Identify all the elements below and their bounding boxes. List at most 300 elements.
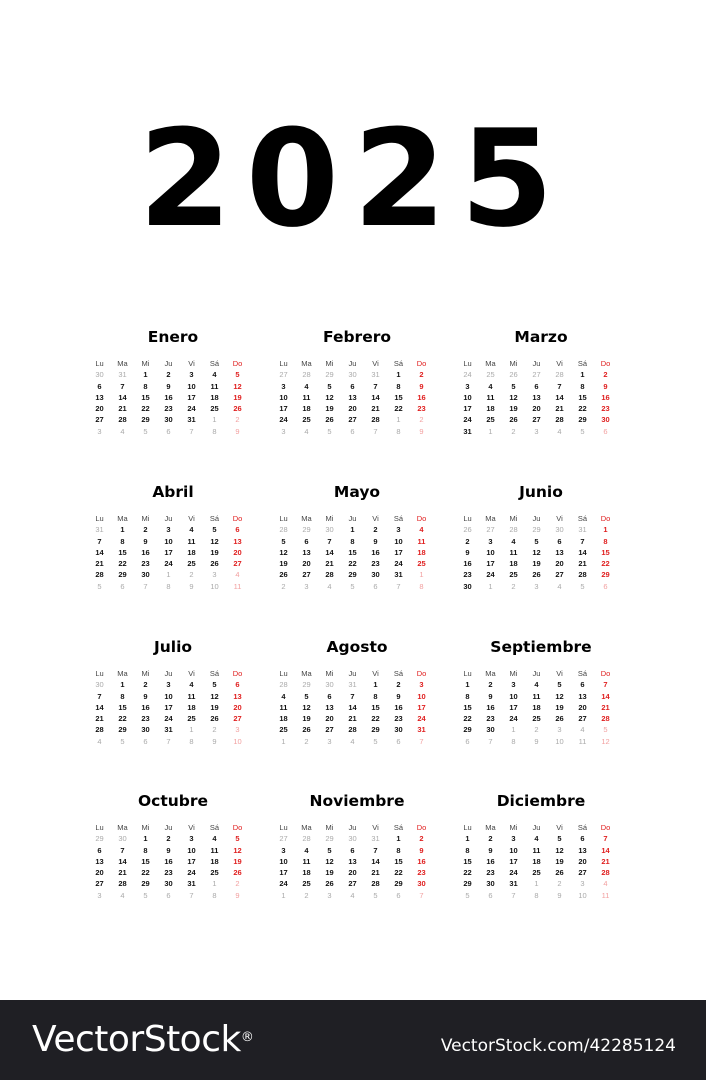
day-cell: 23 bbox=[394, 714, 403, 724]
brand-logo bbox=[32, 1020, 253, 1060]
weekday-header: Do bbox=[600, 359, 611, 368]
month-name: Septiembre bbox=[490, 638, 592, 656]
day-cell: 1 bbox=[120, 680, 125, 690]
adjacent-month-day: 27 bbox=[279, 370, 288, 380]
day-cell: 11 bbox=[210, 845, 219, 855]
day-cell: 13 bbox=[578, 845, 587, 855]
adjacent-month-day: 4 bbox=[557, 426, 562, 436]
month-junio bbox=[456, 482, 626, 592]
adjacent-month-day: 8 bbox=[212, 890, 217, 900]
day-cell: 15 bbox=[348, 547, 357, 557]
adjacent-month-day: 3 bbox=[534, 581, 539, 591]
weekday-header: Ju bbox=[532, 823, 541, 832]
day-cell: 25 bbox=[417, 559, 426, 569]
adjacent-month-day: 5 bbox=[143, 890, 148, 900]
month-grid bbox=[456, 358, 626, 437]
adjacent-month-day: 3 bbox=[212, 570, 217, 580]
day-cell: 7 bbox=[327, 536, 332, 546]
day-cell: 28 bbox=[95, 570, 104, 580]
day-cell: 16 bbox=[417, 392, 426, 402]
day-cell: 5 bbox=[534, 536, 539, 546]
weekday-header: Ju bbox=[164, 359, 173, 368]
weekday-header: Ju bbox=[348, 359, 357, 368]
weekday-header: Mi bbox=[325, 359, 334, 368]
day-cell: 5 bbox=[235, 370, 240, 380]
day-cell: 7 bbox=[603, 834, 608, 844]
day-cell: 6 bbox=[580, 680, 585, 690]
weekday-header: Mi bbox=[141, 359, 150, 368]
weekday-header: Do bbox=[416, 823, 427, 832]
day-cell: 12 bbox=[325, 856, 334, 866]
weekday-header: Sá bbox=[393, 823, 404, 832]
day-cell: 5 bbox=[304, 691, 309, 701]
day-cell: 29 bbox=[141, 415, 150, 425]
day-cell: 3 bbox=[488, 536, 493, 546]
day-cell: 11 bbox=[532, 691, 541, 701]
day-cell: 1 bbox=[143, 834, 148, 844]
weekday-header: Do bbox=[232, 823, 243, 832]
day-cell: 13 bbox=[348, 856, 357, 866]
adjacent-month-day: 9 bbox=[534, 736, 539, 746]
weekday-header: Ma bbox=[301, 823, 312, 832]
day-cell: 20 bbox=[348, 868, 357, 878]
day-cell: 26 bbox=[532, 570, 541, 580]
adjacent-month-day: 31 bbox=[348, 680, 357, 690]
day-cell: 2 bbox=[396, 680, 401, 690]
day-cell: 30 bbox=[601, 415, 610, 425]
day-cell: 14 bbox=[371, 856, 380, 866]
month-name: Junio bbox=[519, 483, 563, 501]
day-cell: 12 bbox=[325, 392, 334, 402]
day-cell: 27 bbox=[233, 714, 242, 724]
day-cell: 23 bbox=[486, 868, 495, 878]
weekday-header: Lu bbox=[95, 359, 104, 368]
day-cell: 15 bbox=[394, 856, 403, 866]
adjacent-month-day: 2 bbox=[235, 415, 240, 425]
day-cell: 17 bbox=[164, 547, 173, 557]
day-cell: 8 bbox=[396, 845, 401, 855]
weekday-header: Lu bbox=[95, 514, 104, 523]
adjacent-month-day: 31 bbox=[95, 525, 104, 535]
day-cell: 27 bbox=[578, 868, 587, 878]
adjacent-month-day: 2 bbox=[511, 581, 516, 591]
day-cell: 14 bbox=[371, 392, 380, 402]
day-cell: 24 bbox=[509, 714, 518, 724]
day-cell: 5 bbox=[212, 525, 217, 535]
day-cell: 16 bbox=[371, 547, 380, 557]
adjacent-month-day: 5 bbox=[580, 581, 585, 591]
day-cell: 14 bbox=[118, 856, 127, 866]
adjacent-month-day: 7 bbox=[189, 890, 194, 900]
day-cell: 29 bbox=[371, 725, 380, 735]
day-cell: 31 bbox=[187, 879, 196, 889]
day-cell: 30 bbox=[371, 570, 380, 580]
day-cell: 20 bbox=[348, 404, 357, 414]
day-cell: 4 bbox=[511, 536, 516, 546]
day-cell: 18 bbox=[532, 856, 541, 866]
month-julio bbox=[88, 637, 258, 747]
day-cell: 7 bbox=[557, 381, 562, 391]
day-cell: 27 bbox=[348, 415, 357, 425]
day-cell: 14 bbox=[118, 392, 127, 402]
day-cell: 5 bbox=[557, 834, 562, 844]
day-cell: 8 bbox=[603, 536, 608, 546]
adjacent-month-day: 7 bbox=[166, 736, 171, 746]
day-cell: 7 bbox=[350, 691, 355, 701]
month-grid bbox=[88, 358, 258, 437]
day-cell: 29 bbox=[463, 879, 472, 889]
day-cell: 15 bbox=[463, 856, 472, 866]
day-cell: 30 bbox=[141, 570, 150, 580]
day-cell: 30 bbox=[417, 879, 426, 889]
day-cell: 24 bbox=[164, 559, 173, 569]
day-cell: 3 bbox=[511, 680, 516, 690]
adjacent-month-day: 4 bbox=[304, 426, 309, 436]
day-cell: 29 bbox=[118, 570, 127, 580]
day-cell: 16 bbox=[486, 702, 495, 712]
day-cell: 10 bbox=[509, 845, 518, 855]
day-cell: 21 bbox=[371, 404, 380, 414]
weekday-header: Sá bbox=[577, 823, 588, 832]
day-cell: 27 bbox=[532, 415, 541, 425]
day-cell: 28 bbox=[95, 725, 104, 735]
day-cell: 24 bbox=[394, 559, 403, 569]
adjacent-month-day: 3 bbox=[97, 426, 102, 436]
day-cell: 3 bbox=[419, 680, 424, 690]
day-cell: 10 bbox=[417, 691, 426, 701]
day-cell: 31 bbox=[164, 725, 173, 735]
month-grid bbox=[456, 513, 626, 592]
day-cell: 1 bbox=[465, 680, 470, 690]
day-cell: 18 bbox=[187, 547, 196, 557]
day-cell: 27 bbox=[95, 415, 104, 425]
adjacent-month-day: 2 bbox=[212, 725, 217, 735]
day-cell: 8 bbox=[373, 691, 378, 701]
day-cell: 24 bbox=[509, 868, 518, 878]
adjacent-month-day: 28 bbox=[302, 370, 311, 380]
adjacent-month-day: 27 bbox=[279, 834, 288, 844]
weekday-header: Lu bbox=[463, 514, 472, 523]
day-cell: 2 bbox=[488, 834, 493, 844]
day-cell: 3 bbox=[281, 381, 286, 391]
day-cell: 21 bbox=[348, 714, 357, 724]
day-cell: 1 bbox=[603, 525, 608, 535]
day-cell: 6 bbox=[327, 691, 332, 701]
day-cell: 27 bbox=[555, 570, 564, 580]
day-cell: 4 bbox=[189, 680, 194, 690]
weekday-header: Lu bbox=[95, 669, 104, 678]
day-cell: 9 bbox=[419, 845, 424, 855]
month-grid bbox=[272, 668, 442, 747]
day-cell: 11 bbox=[279, 702, 288, 712]
adjacent-month-day: 7 bbox=[488, 736, 493, 746]
month-name: Marzo bbox=[514, 328, 568, 346]
day-cell: 17 bbox=[187, 392, 196, 402]
day-cell: 21 bbox=[601, 702, 610, 712]
adjacent-month-day: 8 bbox=[534, 890, 539, 900]
day-cell: 5 bbox=[281, 536, 286, 546]
weekday-header: Vi bbox=[556, 514, 563, 523]
day-cell: 6 bbox=[534, 381, 539, 391]
day-cell: 19 bbox=[325, 404, 334, 414]
day-cell: 19 bbox=[302, 714, 311, 724]
day-cell: 23 bbox=[141, 559, 150, 569]
adjacent-month-day: 9 bbox=[419, 426, 424, 436]
day-cell: 4 bbox=[304, 845, 309, 855]
day-cell: 15 bbox=[371, 702, 380, 712]
day-cell: 28 bbox=[578, 570, 587, 580]
weekday-header: Ma bbox=[485, 669, 496, 678]
day-cell: 8 bbox=[350, 536, 355, 546]
weekday-header: Mi bbox=[141, 669, 150, 678]
day-cell: 16 bbox=[463, 559, 472, 569]
day-cell: 30 bbox=[486, 879, 495, 889]
day-cell: 16 bbox=[394, 702, 403, 712]
day-cell: 19 bbox=[509, 404, 518, 414]
day-cell: 28 bbox=[371, 879, 380, 889]
weekday-header: Ma bbox=[485, 359, 496, 368]
day-cell: 3 bbox=[189, 370, 194, 380]
weekday-header: Vi bbox=[372, 823, 379, 832]
adjacent-month-day: 5 bbox=[603, 725, 608, 735]
day-cell: 24 bbox=[279, 415, 288, 425]
weekday-header: Vi bbox=[188, 359, 195, 368]
day-cell: 29 bbox=[141, 879, 150, 889]
day-cell: 23 bbox=[164, 404, 173, 414]
weekday-header: Sá bbox=[209, 514, 220, 523]
weekday-header: Vi bbox=[556, 823, 563, 832]
day-cell: 3 bbox=[281, 845, 286, 855]
adjacent-month-day: 6 bbox=[166, 426, 171, 436]
day-cell: 11 bbox=[417, 536, 426, 546]
day-cell: 25 bbox=[532, 714, 541, 724]
adjacent-month-day: 12 bbox=[601, 736, 610, 746]
day-cell: 9 bbox=[488, 845, 493, 855]
day-cell: 19 bbox=[279, 559, 288, 569]
adjacent-month-day: 6 bbox=[488, 890, 493, 900]
adjacent-month-day: 8 bbox=[419, 581, 424, 591]
day-cell: 11 bbox=[486, 392, 495, 402]
day-cell: 17 bbox=[164, 702, 173, 712]
day-cell: 7 bbox=[97, 691, 102, 701]
day-cell: 6 bbox=[97, 381, 102, 391]
adjacent-month-day: 27 bbox=[486, 525, 495, 535]
weekday-header: Mi bbox=[141, 514, 150, 523]
adjacent-month-day: 6 bbox=[603, 426, 608, 436]
weekday-header: Vi bbox=[372, 359, 379, 368]
day-cell: 18 bbox=[509, 559, 518, 569]
day-cell: 12 bbox=[555, 845, 564, 855]
day-cell: 26 bbox=[279, 570, 288, 580]
weekday-header: Lu bbox=[279, 514, 288, 523]
adjacent-month-day: 31 bbox=[118, 370, 127, 380]
adjacent-month-day: 1 bbox=[212, 879, 217, 889]
day-cell: 26 bbox=[325, 879, 334, 889]
day-cell: 2 bbox=[465, 536, 470, 546]
weekday-header: Ju bbox=[348, 669, 357, 678]
brand-name: VectorStock bbox=[32, 1019, 241, 1060]
adjacent-month-day: 7 bbox=[419, 890, 424, 900]
day-cell: 11 bbox=[302, 856, 311, 866]
day-cell: 22 bbox=[141, 868, 150, 878]
weekday-header: Mi bbox=[509, 359, 518, 368]
day-cell: 16 bbox=[164, 856, 173, 866]
day-cell: 24 bbox=[187, 868, 196, 878]
day-cell: 8 bbox=[120, 536, 125, 546]
day-cell: 3 bbox=[511, 834, 516, 844]
adjacent-month-day: 5 bbox=[97, 581, 102, 591]
day-cell: 3 bbox=[166, 525, 171, 535]
day-cell: 9 bbox=[166, 381, 171, 391]
day-cell: 22 bbox=[463, 714, 472, 724]
day-cell: 8 bbox=[465, 845, 470, 855]
month-diciembre bbox=[456, 791, 626, 901]
day-cell: 13 bbox=[95, 856, 104, 866]
day-cell: 20 bbox=[578, 856, 587, 866]
adjacent-month-day: 1 bbox=[281, 736, 286, 746]
day-cell: 27 bbox=[578, 714, 587, 724]
month-grid bbox=[272, 358, 442, 437]
weekday-header: Sá bbox=[393, 669, 404, 678]
day-cell: 25 bbox=[210, 868, 219, 878]
day-cell: 5 bbox=[327, 381, 332, 391]
day-cell: 4 bbox=[189, 525, 194, 535]
day-cell: 10 bbox=[164, 691, 173, 701]
adjacent-month-day: 2 bbox=[304, 890, 309, 900]
day-cell: 1 bbox=[143, 370, 148, 380]
weekday-header: Ma bbox=[301, 514, 312, 523]
day-cell: 12 bbox=[555, 691, 564, 701]
month-marzo bbox=[456, 327, 626, 437]
day-cell: 30 bbox=[463, 581, 472, 591]
day-cell: 28 bbox=[555, 415, 564, 425]
adjacent-month-day: 1 bbox=[189, 725, 194, 735]
day-cell: 9 bbox=[488, 691, 493, 701]
adjacent-month-day: 25 bbox=[486, 370, 495, 380]
weekday-header: Ju bbox=[348, 823, 357, 832]
month-grid bbox=[456, 668, 626, 747]
day-cell: 18 bbox=[532, 702, 541, 712]
day-cell: 7 bbox=[373, 845, 378, 855]
day-cell: 10 bbox=[279, 392, 288, 402]
day-cell: 11 bbox=[509, 547, 518, 557]
day-cell: 18 bbox=[210, 392, 219, 402]
day-cell: 5 bbox=[327, 845, 332, 855]
adjacent-month-day: 3 bbox=[534, 426, 539, 436]
day-cell: 16 bbox=[486, 856, 495, 866]
day-cell: 29 bbox=[348, 570, 357, 580]
day-cell: 7 bbox=[580, 536, 585, 546]
adjacent-month-day: 1 bbox=[166, 570, 171, 580]
adjacent-month-day: 6 bbox=[373, 581, 378, 591]
day-cell: 27 bbox=[233, 559, 242, 569]
day-cell: 4 bbox=[419, 525, 424, 535]
day-cell: 17 bbox=[187, 856, 196, 866]
adjacent-month-day: 2 bbox=[304, 736, 309, 746]
weekday-header: Do bbox=[416, 669, 427, 678]
weekday-header: Do bbox=[232, 514, 243, 523]
day-cell: 18 bbox=[417, 547, 426, 557]
day-cell: 13 bbox=[325, 702, 334, 712]
adjacent-month-day: 8 bbox=[511, 736, 516, 746]
day-cell: 1 bbox=[350, 525, 355, 535]
month-name: Agosto bbox=[326, 638, 388, 656]
day-cell: 30 bbox=[394, 725, 403, 735]
day-cell: 12 bbox=[509, 392, 518, 402]
day-cell: 22 bbox=[141, 404, 150, 414]
day-cell: 9 bbox=[143, 536, 148, 546]
adjacent-month-day: 3 bbox=[580, 879, 585, 889]
adjacent-month-day: 2 bbox=[281, 581, 286, 591]
adjacent-month-day: 30 bbox=[95, 680, 104, 690]
day-cell: 11 bbox=[187, 536, 196, 546]
month-abril bbox=[88, 482, 258, 592]
day-cell: 26 bbox=[210, 714, 219, 724]
month-name: Julio bbox=[153, 638, 193, 656]
day-cell: 22 bbox=[578, 404, 587, 414]
day-cell: 27 bbox=[95, 879, 104, 889]
day-cell: 25 bbox=[187, 714, 196, 724]
adjacent-month-day: 5 bbox=[143, 426, 148, 436]
weekday-header: Do bbox=[232, 669, 243, 678]
day-cell: 9 bbox=[419, 381, 424, 391]
day-cell: 2 bbox=[166, 370, 171, 380]
day-cell: 15 bbox=[463, 702, 472, 712]
day-cell: 24 bbox=[279, 879, 288, 889]
day-cell: 21 bbox=[95, 559, 104, 569]
day-cell: 25 bbox=[532, 868, 541, 878]
day-cell: 16 bbox=[601, 392, 610, 402]
day-cell: 2 bbox=[166, 834, 171, 844]
day-cell: 23 bbox=[486, 714, 495, 724]
day-cell: 20 bbox=[302, 559, 311, 569]
weekday-header: Ma bbox=[117, 514, 128, 523]
adjacent-month-day: 6 bbox=[166, 890, 171, 900]
weekday-header: Lu bbox=[463, 669, 472, 678]
day-cell: 28 bbox=[118, 879, 127, 889]
day-cell: 15 bbox=[141, 856, 150, 866]
day-cell: 15 bbox=[578, 392, 587, 402]
day-cell: 5 bbox=[212, 680, 217, 690]
day-cell: 11 bbox=[532, 845, 541, 855]
day-cell: 9 bbox=[603, 381, 608, 391]
adjacent-month-day: 10 bbox=[555, 736, 564, 746]
weekday-header: Do bbox=[600, 514, 611, 523]
day-cell: 2 bbox=[419, 834, 424, 844]
image-id: VectorStock.com/42285124 bbox=[440, 1036, 676, 1056]
adjacent-month-day: 6 bbox=[396, 736, 401, 746]
day-cell: 30 bbox=[141, 725, 150, 735]
weekday-header: Lu bbox=[279, 669, 288, 678]
adjacent-month-day: 9 bbox=[189, 581, 194, 591]
day-cell: 6 bbox=[235, 525, 240, 535]
day-cell: 1 bbox=[396, 834, 401, 844]
day-cell: 13 bbox=[233, 691, 242, 701]
day-cell: 6 bbox=[97, 845, 102, 855]
day-cell: 14 bbox=[555, 392, 564, 402]
adjacent-month-day: 3 bbox=[281, 426, 286, 436]
month-name: Enero bbox=[147, 328, 199, 346]
adjacent-month-day: 8 bbox=[166, 581, 171, 591]
adjacent-month-day: 29 bbox=[325, 370, 334, 380]
month-agosto bbox=[272, 637, 442, 747]
weekday-header: Ma bbox=[301, 669, 312, 678]
adjacent-month-day: 5 bbox=[580, 426, 585, 436]
adjacent-month-day: 4 bbox=[235, 570, 240, 580]
adjacent-month-day: 10 bbox=[578, 890, 587, 900]
weekday-header: Ma bbox=[485, 514, 496, 523]
day-cell: 23 bbox=[417, 404, 426, 414]
